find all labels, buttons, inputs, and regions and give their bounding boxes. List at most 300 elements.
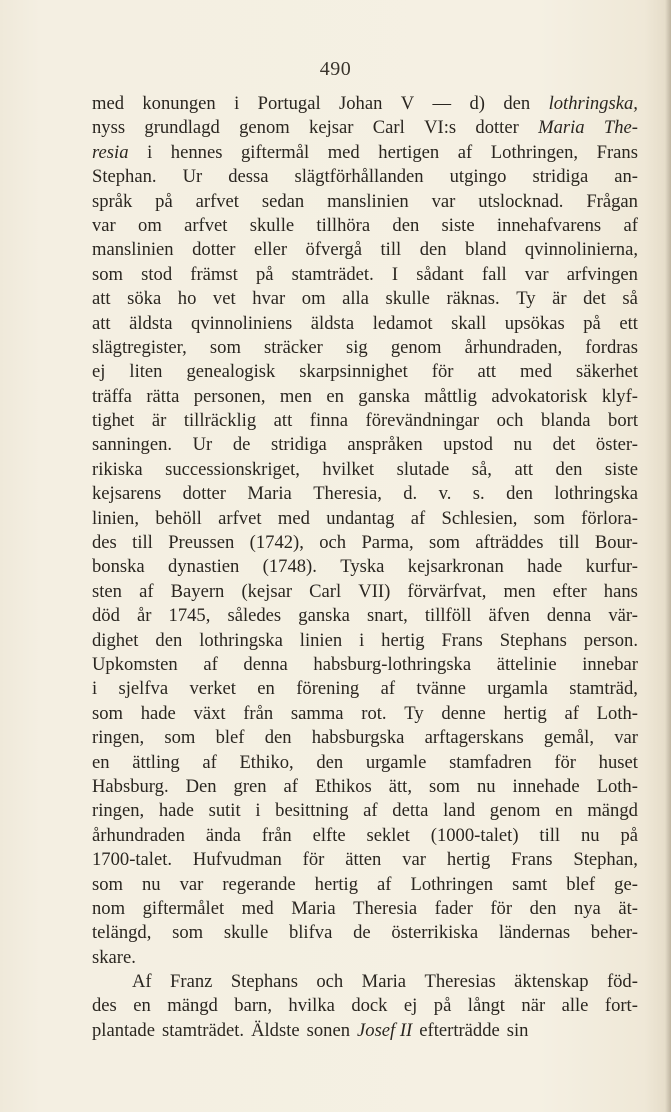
word: Theresia,	[313, 483, 382, 505]
word: behöll	[155, 507, 202, 529]
word: genom	[390, 336, 442, 358]
word: att	[92, 288, 111, 310]
word: The-	[603, 117, 638, 139]
word: århundraden,	[464, 336, 563, 358]
text-line	[92, 507, 638, 531]
word: en	[555, 800, 573, 822]
word: en	[133, 995, 151, 1017]
word: rätta	[146, 385, 180, 407]
word: rot.	[361, 702, 387, 724]
word: hennes	[170, 141, 223, 163]
word: samt	[512, 873, 548, 895]
word: räknas.	[446, 288, 500, 310]
word: Carl	[309, 580, 342, 602]
text-line	[92, 190, 638, 214]
word: tillräcklig	[183, 410, 257, 432]
word: an-	[614, 166, 638, 188]
word: slägtförhållanden	[294, 166, 424, 188]
word: person.	[583, 629, 638, 651]
word: genealogisk	[186, 361, 276, 383]
word: men	[503, 580, 536, 602]
word: Maria	[291, 897, 336, 919]
word: habsburg-lothringska	[313, 653, 472, 675]
word: sjelfva	[118, 678, 169, 700]
word: med	[277, 507, 310, 529]
word: är	[552, 288, 567, 310]
word: som	[533, 507, 565, 529]
word: slägtregister,	[92, 336, 187, 358]
word: nom	[92, 897, 126, 919]
text-line	[92, 726, 638, 750]
word: anspråken	[347, 434, 423, 456]
word: Parma,	[361, 532, 414, 554]
word: Theresia	[353, 897, 418, 919]
word: föd-	[606, 971, 638, 993]
word: Johan	[338, 93, 383, 114]
text-line	[92, 409, 638, 433]
word: österrikiska	[391, 922, 479, 944]
word: alle	[561, 995, 589, 1017]
word: ättelinie	[496, 653, 557, 675]
word: arftagerskans	[424, 727, 524, 749]
text-line	[92, 921, 638, 945]
word: den	[529, 897, 557, 919]
word: Ur	[192, 434, 213, 456]
word: ringen,	[92, 727, 145, 749]
word: för	[302, 849, 325, 871]
word: ganska	[358, 385, 410, 407]
word: äldsta	[129, 312, 173, 334]
word: förvärfvat,	[407, 580, 487, 602]
word: i	[255, 800, 261, 822]
word: snart,	[367, 605, 408, 627]
word: träffa	[92, 385, 132, 407]
word: ländernas	[498, 922, 571, 944]
word: nu	[476, 775, 496, 797]
word: advokatorisk	[491, 385, 588, 407]
word: för	[431, 361, 454, 383]
word: denne	[441, 702, 486, 724]
word: Upkomsten	[92, 653, 178, 675]
word: en	[92, 751, 110, 773]
word: af	[410, 507, 426, 529]
word: tillföll	[424, 605, 472, 627]
word: resia	[92, 141, 129, 163]
word: ho	[177, 288, 197, 310]
word: när	[521, 995, 546, 1017]
word: sonen	[306, 1019, 351, 1041]
word: Hufvudman	[192, 849, 282, 871]
text-line	[92, 604, 638, 628]
word: vet	[212, 288, 236, 310]
text-line	[92, 775, 638, 799]
word: nya	[573, 897, 601, 919]
text-line	[92, 287, 638, 311]
text-line	[92, 92, 638, 116]
word: så	[622, 288, 638, 310]
word: efter	[552, 580, 587, 602]
word: vär-	[608, 605, 638, 627]
word: innehafvarens	[496, 214, 602, 236]
word: stod	[141, 263, 173, 285]
word: urgamle	[365, 751, 427, 773]
word: kejsarens	[92, 483, 162, 505]
word: att	[477, 361, 497, 383]
word: siste	[441, 214, 475, 236]
word: verket	[189, 678, 236, 700]
word: Schlesien,	[441, 507, 518, 529]
word: Maria	[247, 483, 292, 505]
word: den	[419, 239, 447, 261]
word: förlora-	[581, 507, 638, 529]
word: var	[524, 263, 549, 285]
word: öster-	[595, 434, 638, 456]
word: öfvergå	[305, 239, 362, 261]
word: dotter	[192, 239, 236, 261]
word: att	[273, 410, 293, 432]
body-text	[92, 92, 638, 1043]
word: på	[255, 263, 274, 285]
word: linien,	[92, 507, 139, 529]
word: —	[432, 93, 452, 114]
text-line	[92, 799, 638, 823]
word: som	[164, 727, 196, 749]
word: som	[209, 336, 241, 358]
word: med	[92, 93, 125, 114]
word: qvinnolinierna,	[524, 239, 638, 261]
word: fall	[481, 263, 507, 285]
word: plantade	[92, 1019, 155, 1041]
word: om	[138, 214, 162, 236]
word: med	[327, 141, 360, 163]
word: undantag	[326, 507, 395, 529]
word: Den	[185, 775, 217, 797]
word: och	[496, 410, 524, 432]
text-line	[92, 946, 638, 970]
word: bland	[465, 239, 507, 261]
word: elfte	[312, 824, 346, 846]
word: upsökas	[504, 312, 565, 334]
word: hvilket	[322, 458, 375, 480]
word: Frågan	[586, 190, 638, 212]
word: förevändningar	[365, 410, 480, 432]
word: huset	[598, 751, 638, 773]
word: sträcker	[264, 336, 323, 358]
text-line	[92, 702, 638, 726]
word: fort-	[604, 995, 638, 1017]
word: skare.	[92, 946, 136, 968]
word: ända	[205, 824, 241, 846]
word: i	[359, 629, 365, 651]
word: hvar	[252, 288, 286, 310]
word: af	[363, 800, 378, 822]
word: men	[279, 385, 312, 407]
word: Maria	[361, 971, 407, 993]
word: slutade	[396, 458, 450, 480]
word: gemål,	[543, 727, 594, 749]
word: besittning	[275, 800, 349, 822]
word: arfvingen	[566, 263, 638, 285]
word: bort	[608, 410, 638, 432]
word: Lothringen	[410, 873, 494, 895]
text-line	[92, 116, 638, 140]
word: blanda	[540, 410, 591, 432]
word: var	[179, 873, 204, 895]
word: giftermål	[241, 141, 310, 163]
word: genom	[239, 117, 290, 139]
word: beher-	[590, 922, 638, 944]
word: kejsarkronan	[407, 556, 504, 578]
text-line	[92, 555, 638, 579]
text-line	[92, 751, 638, 775]
word: ätten	[345, 849, 382, 871]
word: mängd	[167, 995, 218, 1017]
word: land	[443, 800, 476, 822]
word: dynastien	[168, 556, 240, 578]
word: nu	[142, 873, 161, 895]
word: Tyska	[340, 556, 385, 578]
word: hertig	[381, 629, 425, 651]
word: af	[283, 775, 298, 797]
word: Portugal	[257, 93, 321, 114]
word: hade	[527, 556, 563, 578]
word: stamfadren	[449, 751, 532, 773]
word: Stephans	[230, 971, 298, 993]
text-line	[92, 433, 638, 457]
word: gren	[233, 775, 267, 797]
word: finna	[309, 410, 348, 432]
word: Ethiko,	[239, 751, 294, 773]
word: dessa	[228, 166, 269, 188]
word: Ty	[404, 702, 424, 724]
word: lothringska,	[548, 93, 638, 114]
word: hertigen	[378, 141, 440, 163]
word: den	[316, 751, 344, 773]
word: blef	[215, 727, 245, 749]
word: århundraden	[92, 824, 185, 846]
word: skulle	[223, 922, 269, 944]
word: tillhöra	[316, 214, 371, 236]
word: skarpsinnighet	[299, 361, 408, 383]
word: dighet	[92, 629, 139, 651]
word: telängd,	[92, 922, 152, 944]
word: ge-	[614, 873, 638, 895]
word: nu	[513, 434, 533, 456]
word: ät-	[618, 897, 638, 919]
word: (1000-talet)	[430, 824, 519, 846]
word: tvänne	[416, 678, 466, 700]
word: Frans	[441, 629, 483, 651]
word: alla	[342, 288, 369, 310]
word: till	[539, 824, 561, 846]
word: rikiska	[92, 458, 143, 480]
word: ej	[403, 995, 418, 1017]
word: på	[620, 824, 638, 846]
word: var	[614, 727, 638, 749]
word: fader	[434, 897, 473, 919]
word: dock	[351, 995, 388, 1017]
word: konungen	[142, 93, 216, 114]
word: ett	[619, 312, 638, 334]
word: tighet	[92, 410, 135, 432]
word: barn,	[234, 995, 272, 1017]
text-line	[92, 238, 638, 262]
text-line	[92, 1019, 638, 1043]
word: arfvet	[218, 507, 262, 529]
word: och	[319, 532, 347, 554]
page-number: 490	[319, 58, 352, 80]
word: Äldste	[251, 1019, 300, 1041]
word: långt	[467, 995, 505, 1017]
word: Stephan.	[92, 166, 157, 188]
word: (kejsar	[241, 580, 293, 602]
word: på	[583, 312, 601, 334]
word: mängd	[587, 800, 638, 822]
word: äfven	[488, 605, 530, 627]
text-line	[92, 458, 638, 482]
word: Preussen	[168, 532, 235, 554]
word: hvilka	[288, 995, 335, 1017]
word: för	[554, 751, 576, 773]
word: nu	[580, 824, 600, 846]
word: Habsburg.	[92, 775, 169, 797]
word: lothringska	[199, 629, 283, 651]
text-line	[92, 873, 638, 897]
word: hertig	[314, 873, 359, 895]
word: skulle	[385, 288, 430, 310]
word: Frans	[511, 849, 553, 871]
word: af	[139, 580, 154, 602]
text-line	[92, 897, 638, 921]
word: hade	[140, 702, 176, 724]
word: Lothringen,	[490, 141, 579, 163]
text-line	[92, 336, 638, 360]
word: I	[391, 263, 399, 285]
word: en	[257, 678, 275, 700]
word: om	[301, 288, 326, 310]
word: växt	[193, 702, 226, 724]
word: regerande	[222, 873, 296, 895]
word: efterträdde	[419, 1019, 500, 1041]
word: ättling	[132, 751, 180, 773]
word: den	[392, 214, 420, 236]
word: d.	[403, 483, 418, 505]
word: som	[428, 532, 460, 554]
word: af	[377, 873, 392, 895]
word: innebar	[582, 653, 638, 675]
word: kejsar	[309, 117, 354, 139]
word: att	[92, 312, 111, 334]
word: sten	[92, 580, 122, 602]
word: stridiga	[532, 166, 589, 188]
text-line	[92, 141, 638, 165]
word: sanningen.	[92, 434, 173, 456]
text-line	[92, 165, 638, 189]
word: Theresias	[424, 971, 496, 993]
word: qvinnoliniens	[191, 312, 293, 334]
word: var	[92, 214, 116, 236]
word: af	[457, 141, 473, 163]
word: de	[232, 434, 251, 456]
word: således	[227, 605, 282, 627]
word: utslocknad.	[478, 190, 564, 212]
word: ej	[92, 361, 106, 383]
word: sutit	[208, 800, 241, 822]
word: dotter	[182, 483, 226, 505]
word: ledamot	[372, 312, 433, 334]
word: liten	[129, 361, 163, 383]
word: siste	[604, 458, 638, 480]
word: denna	[243, 653, 288, 675]
word: (1742),	[249, 532, 304, 554]
word: eller	[254, 239, 288, 261]
word: på	[155, 190, 173, 212]
word: blifva	[288, 922, 333, 944]
word: 1745,	[168, 605, 211, 627]
word: Stephans	[499, 629, 567, 651]
word: successionskriget,	[165, 458, 300, 480]
word: är	[151, 410, 167, 432]
word: sig	[346, 336, 368, 358]
word: Bayern	[170, 580, 225, 602]
word: (1748).	[262, 556, 317, 578]
word: ringen,	[92, 800, 145, 822]
word: de	[353, 922, 371, 944]
text-line	[92, 848, 638, 872]
word: var	[431, 190, 456, 212]
word: hans	[603, 580, 638, 602]
word: manslinien	[327, 190, 409, 212]
text-line	[92, 653, 638, 677]
text-line	[92, 970, 638, 994]
word: Frans	[596, 141, 638, 163]
word: hade	[158, 800, 194, 822]
word: år	[136, 605, 152, 627]
word: bonska	[92, 556, 145, 578]
word: af	[623, 214, 638, 236]
word: samma	[290, 702, 344, 724]
word: en	[326, 385, 344, 407]
word: VII)	[358, 580, 391, 602]
word: af	[203, 653, 218, 675]
word: arfvet	[184, 214, 228, 236]
word: till	[558, 532, 580, 554]
word: den	[506, 483, 533, 505]
word: stamträdet.	[161, 1019, 245, 1041]
word: V	[400, 93, 415, 114]
word: sådant	[416, 263, 464, 285]
word: innehade	[512, 775, 580, 797]
word: måttlig	[424, 385, 477, 407]
word: seklet	[366, 824, 410, 846]
word: VI:s	[424, 117, 457, 139]
word: till	[132, 532, 153, 554]
word: sin	[506, 1019, 529, 1041]
word: som	[92, 702, 123, 724]
word: så,	[471, 458, 492, 480]
word: utgingo	[449, 166, 507, 188]
word: äktenskap	[514, 971, 589, 993]
word: och	[316, 971, 344, 993]
word: Carl	[372, 117, 405, 139]
word: s.	[472, 483, 485, 505]
word: stamträd,	[569, 678, 638, 700]
text-line	[92, 994, 638, 1018]
word: Josef II	[357, 1019, 413, 1041]
word: den	[503, 93, 531, 114]
word: urgamla	[487, 678, 548, 700]
word: i	[147, 141, 153, 163]
